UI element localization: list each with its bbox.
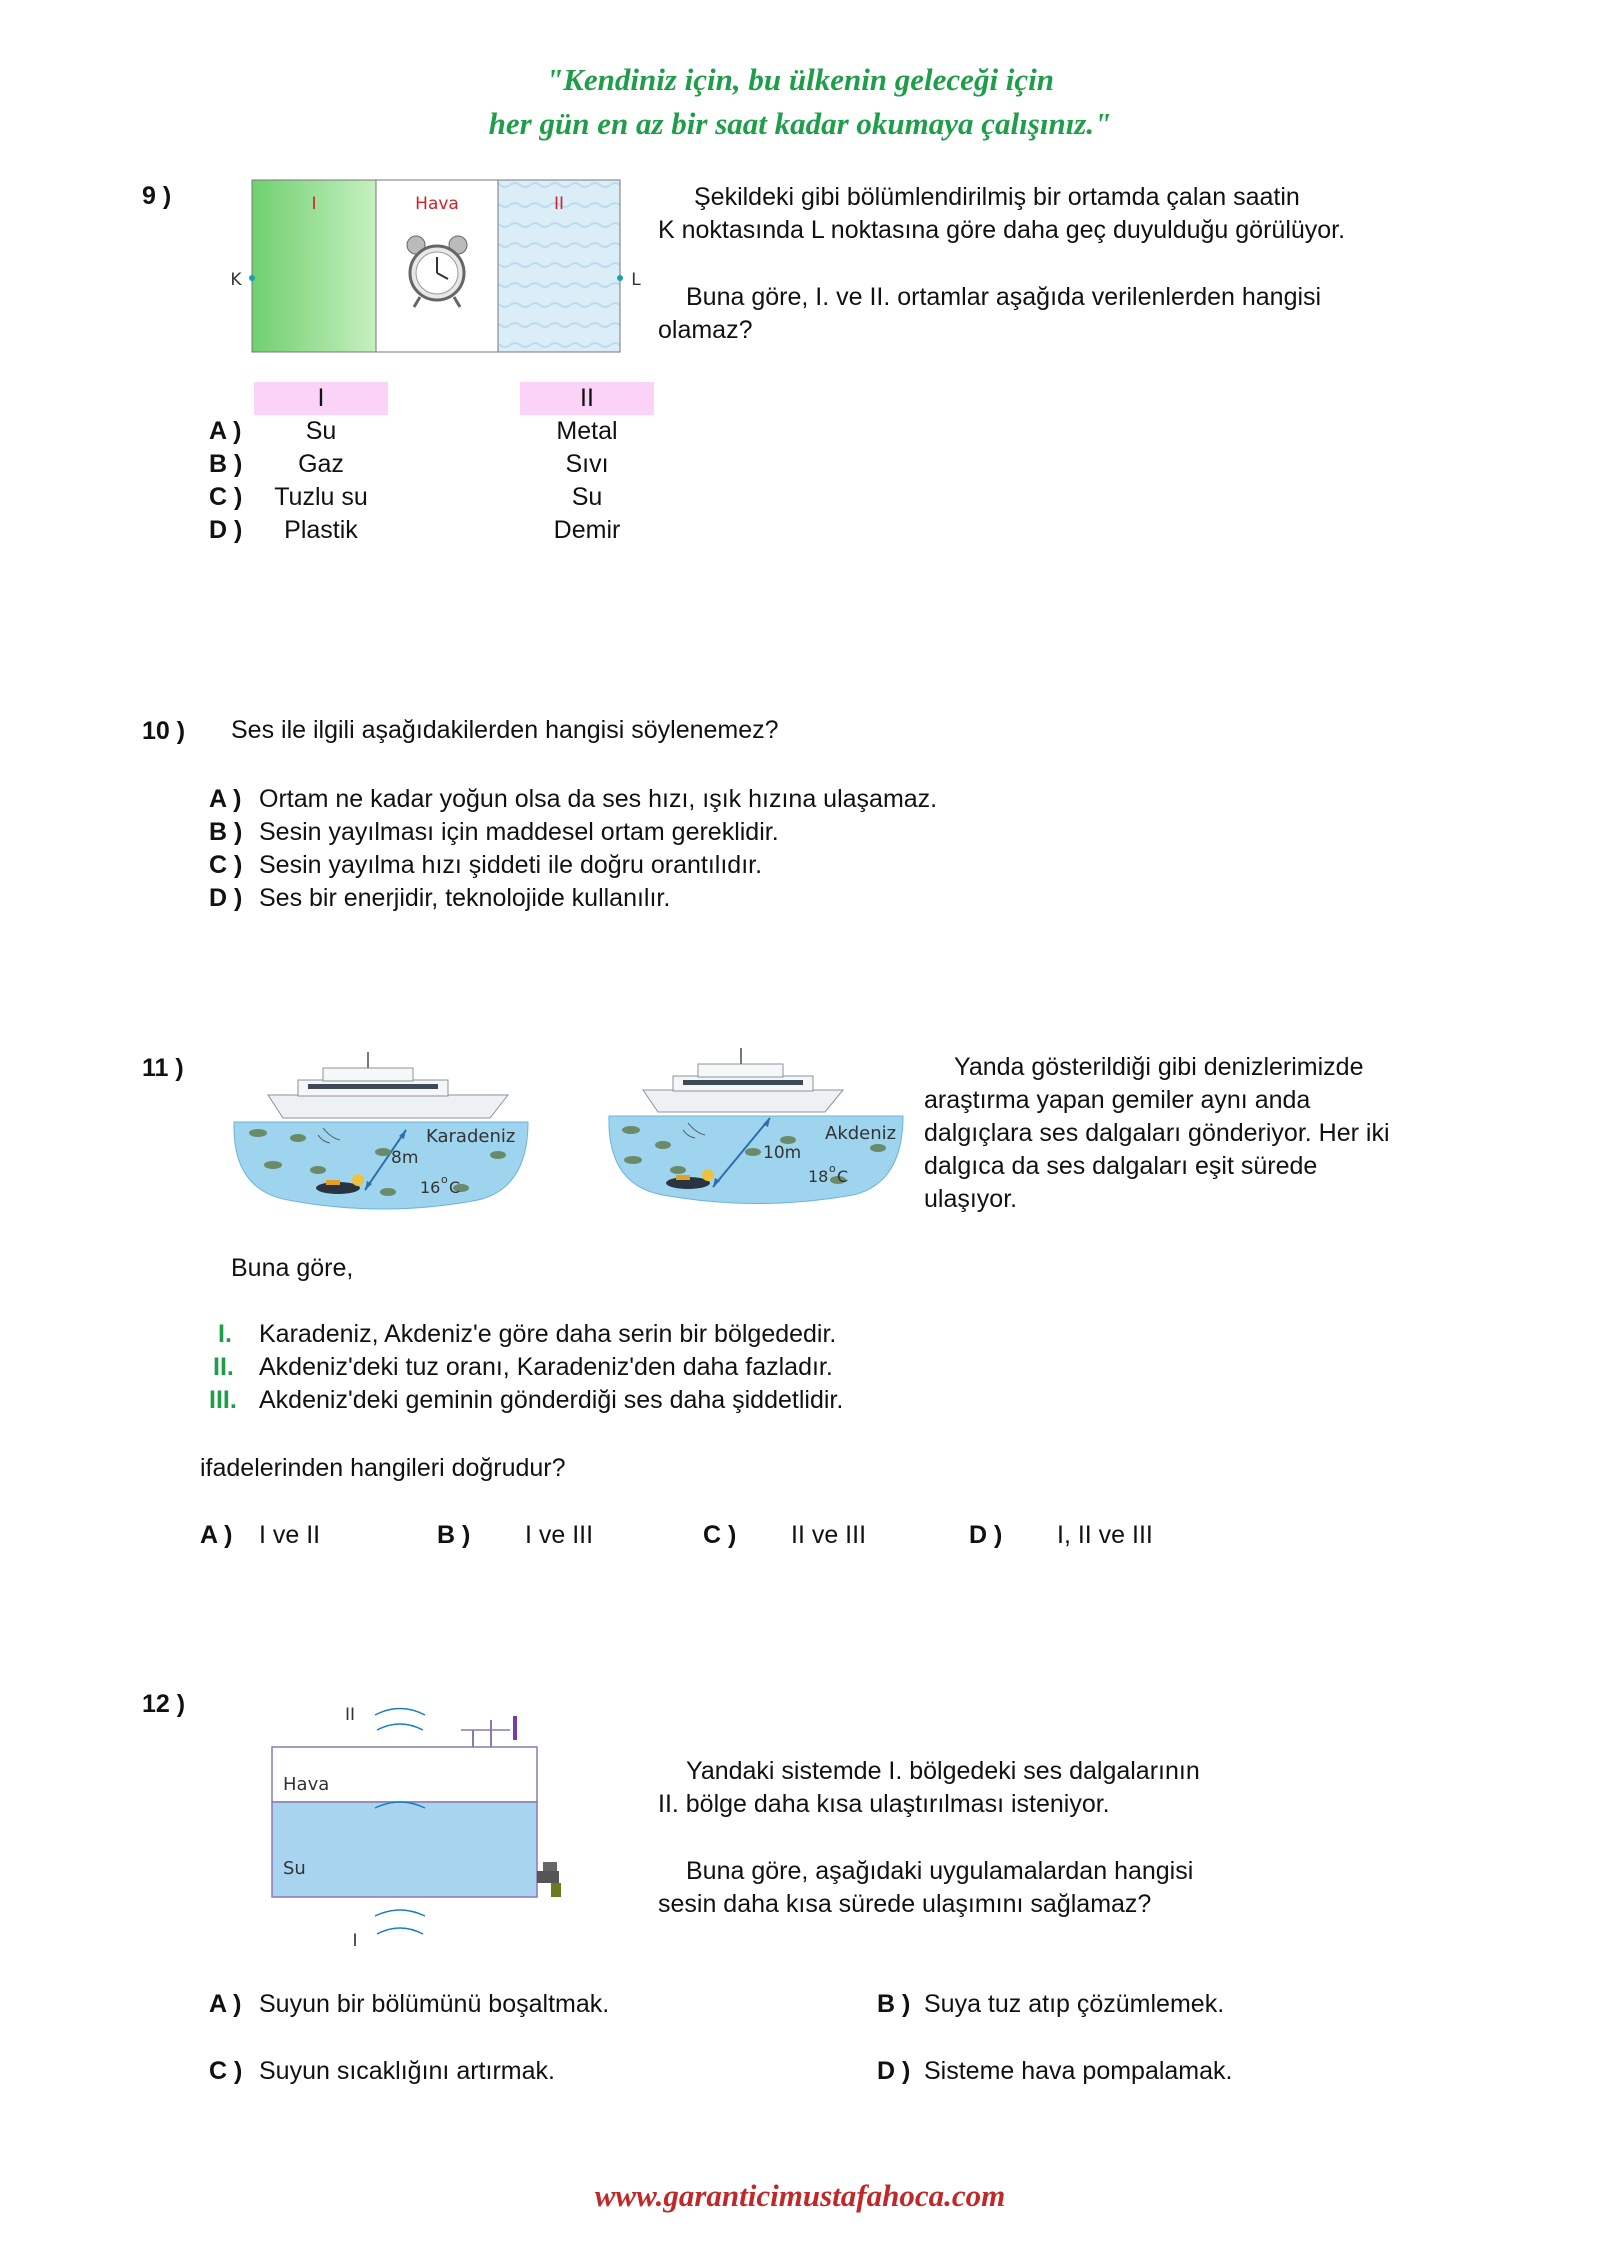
motto-line-2: her gün en az bir saat kadar okumaya çalışınız." <box>488 106 1112 141</box>
q11-option-c-letter[interactable]: C ) <box>703 1521 737 1549</box>
q10-option-b-letter[interactable]: B ) <box>209 818 243 846</box>
q11-lead: Buna göre, <box>231 1254 354 1282</box>
q10-option-a-letter[interactable]: A ) <box>209 785 242 813</box>
q11-desc-line-4: dalgıca da ses dalgaları eşit sürede <box>924 1152 1318 1180</box>
q9-question-line-1: Buna göre, I. ve II. ortamlar aşağıda verilenlerden hangisi <box>686 283 1322 311</box>
q11-desc-line-3: dalgıçlara ses dalgaları gönderiyor. Her iki <box>924 1119 1390 1147</box>
q10-stem: Ses ile ilgili aşağıdakilerden hangisi söylenemez? <box>231 716 779 744</box>
q11-statement-ii-text: Akdeniz'deki tuz oranı, Karadeniz'den daha fazladır. <box>259 1353 833 1381</box>
q9-question-line-2: olamaz? <box>658 316 753 344</box>
q12-option-d-letter[interactable]: D ) <box>877 2057 911 2085</box>
depth-label: 10m <box>763 1143 802 1163</box>
q10-option-d-text: Ses bir enerjidir, teknolojide kullanılır. <box>259 884 671 912</box>
q9-option-c-letter[interactable]: C ) <box>209 483 243 511</box>
q11-option-a-letter[interactable]: A ) <box>200 1521 233 1549</box>
q9-option-a-col2: Metal <box>556 417 618 445</box>
sea-name: Karadeniz <box>426 1126 516 1147</box>
point-l-dot <box>617 275 623 281</box>
q11-figure-karadeniz <box>228 1040 533 1215</box>
sound-wave-bottom <box>375 1910 425 1934</box>
sea-name: Akdeniz <box>825 1123 897 1144</box>
q11-statement-ii-roman: II. <box>213 1353 234 1381</box>
q9-option-b-col2: Sıvı <box>565 450 609 478</box>
q9-figure <box>230 175 650 360</box>
q9-option-d-col1: Plastik <box>284 516 358 544</box>
q9-table-head-ii: II <box>520 382 654 415</box>
q11-statement-i-text: Karadeniz, Akdeniz'e göre daha serin bir bölgededir. <box>259 1320 837 1348</box>
q9-stem-line-2: K noktasında L noktasına göre daha geç duyulduğu görülüyor. <box>658 216 1346 244</box>
question-11-number: 11 ) <box>142 1054 184 1082</box>
q12-option-a-text: Suyun bir bölümünü boşaltmak. <box>259 1990 610 2018</box>
q11-desc-line-1: Yanda gösterildiği gibi denizlerimizde <box>954 1053 1364 1081</box>
q9-option-d-col2: Demir <box>553 516 621 544</box>
q9-option-c-col1: Tuzlu su <box>274 483 368 511</box>
q10-option-a-text: Ortam ne kadar yoğun olsa da ses hızı, ışık hızına ulaşamaz. <box>259 785 938 813</box>
q9-option-c-col2: Su <box>571 483 603 511</box>
question-9-number: 9 ) <box>142 182 172 210</box>
q11-desc-line-5: ulaşıyor. <box>924 1185 1018 1213</box>
q12-option-d-text: Sisteme hava pompalamak. <box>924 2057 1233 2085</box>
label-su: Su <box>283 1858 306 1879</box>
q12-question-line-1: Buna göre, aşağıdaki uygulamalardan hangisi <box>686 1857 1194 1885</box>
label-hava: Hava <box>283 1774 330 1795</box>
water-tap-icon <box>537 1862 561 1897</box>
q9-table-head-i: I <box>254 382 388 415</box>
q9-option-a-letter[interactable]: A ) <box>209 417 242 445</box>
label-hava: Hava <box>415 194 459 214</box>
sound-wave-top <box>375 1709 425 1731</box>
q10-option-c-letter[interactable]: C ) <box>209 851 243 879</box>
point-k-dot <box>249 275 255 281</box>
label-ii: II <box>553 194 565 214</box>
q11-option-b-letter[interactable]: B ) <box>437 1521 471 1549</box>
q11-option-b-text: I ve III <box>525 1521 594 1549</box>
label-ii: II <box>344 1705 356 1725</box>
temperature-unit: C <box>837 1167 849 1186</box>
q10-option-b-text: Sesin yayılması için maddesel ortam gereklidir. <box>259 818 779 846</box>
degree-sign: o <box>829 1162 836 1175</box>
question-12-number: 12 ) <box>142 1690 186 1718</box>
q12-option-c-letter[interactable]: C ) <box>209 2057 243 2085</box>
q9-option-a-col1: Su <box>305 417 337 445</box>
q12-stem-line-2: II. bölge daha kısa ulaştırılması isteniyor. <box>658 1790 1110 1818</box>
q11-option-d-text: I, II ve III <box>1057 1521 1153 1549</box>
depth-label: 8m <box>391 1148 419 1168</box>
ship-icon <box>268 1052 508 1118</box>
q9-option-b-col1: Gaz <box>298 450 344 478</box>
q9-option-d-letter[interactable]: D ) <box>209 516 243 544</box>
label-i: I <box>352 1931 358 1951</box>
q11-figure-akdeniz <box>603 1040 908 1215</box>
question-10-number: 10 ) <box>142 717 186 745</box>
degree-sign: o <box>441 1173 448 1186</box>
q10-option-d-letter[interactable]: D ) <box>209 884 243 912</box>
q11-desc-line-2: araştırma yapan gemiler aynı anda <box>924 1086 1311 1114</box>
water-layer <box>272 1802 537 1897</box>
q12-option-b-text: Suya tuz atıp çözümlemek. <box>924 1990 1225 2018</box>
ship-icon <box>643 1048 843 1112</box>
q11-question: ifadelerinden hangileri doğrudur? <box>200 1454 566 1482</box>
footer-website-link[interactable]: www.garanticimustafahoca.com <box>594 2178 1006 2213</box>
q12-option-c-text: Suyun sıcaklığını artırmak. <box>259 2057 555 2085</box>
q11-option-c-text: II ve III <box>791 1521 867 1549</box>
q11-statement-iii-text: Akdeniz'deki geminin gönderdiği ses daha şiddetlidir. <box>259 1386 844 1414</box>
q9-option-b-letter[interactable]: B ) <box>209 450 243 478</box>
motto-line-1: "Kendiniz için, bu ülkenin geleceği için <box>545 62 1055 97</box>
q9-stem-line-1: Şekildeki gibi bölümlendirilmiş bir ortamda çalan saatin <box>694 183 1300 211</box>
temperature-value: 18 <box>808 1167 829 1186</box>
label-l: L <box>631 270 641 290</box>
q11-option-a-text: I ve II <box>259 1521 321 1549</box>
q11-option-d-letter[interactable]: D ) <box>969 1521 1003 1549</box>
q11-statement-iii-roman: III. <box>209 1386 237 1414</box>
q12-figure <box>255 1690 595 1960</box>
label-k: K <box>230 270 242 290</box>
temperature-unit: C <box>449 1178 461 1197</box>
label-i: I <box>311 194 317 214</box>
q12-option-b-letter[interactable]: B ) <box>877 1990 911 2018</box>
q10-option-c-text: Sesin yayılma hızı şiddeti ile doğru orantılıdır. <box>259 851 763 879</box>
temperature-value: 16 <box>420 1178 441 1197</box>
q12-option-a-letter[interactable]: A ) <box>209 1990 242 2018</box>
q12-question-line-2: sesin daha kısa sürede ulaşımını sağlamaz? <box>658 1890 1152 1918</box>
q12-stem-line-1: Yandaki sistemde I. bölgedeki ses dalgalarının <box>686 1757 1200 1785</box>
pump-valve-icon <box>461 1716 515 1747</box>
q11-statement-i-roman: I. <box>218 1320 232 1348</box>
